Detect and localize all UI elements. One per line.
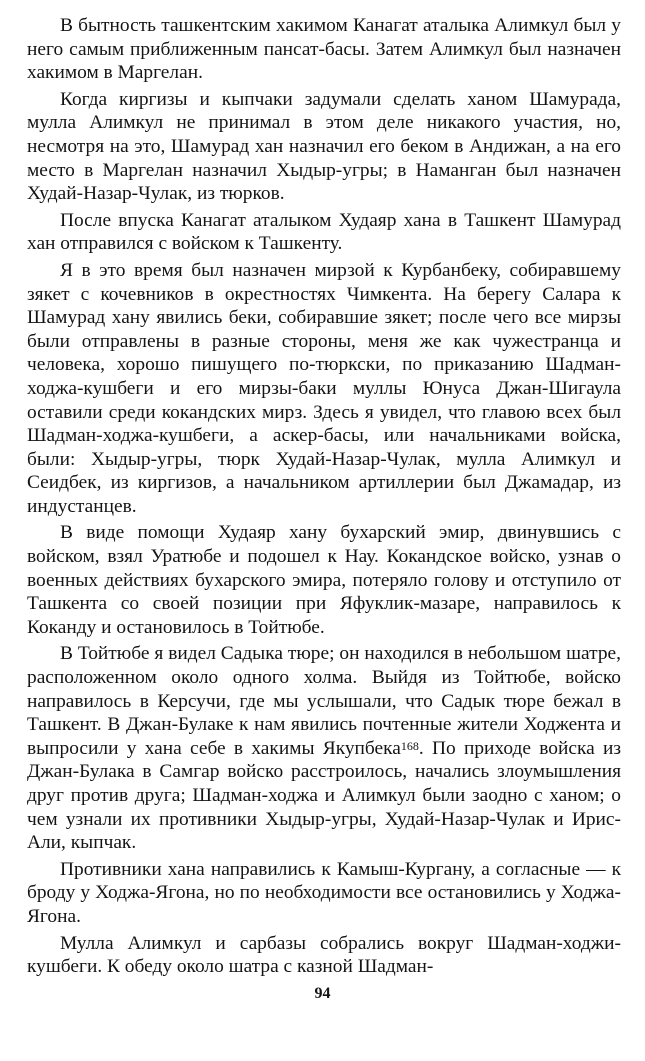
paragraph-6-text-after: . По приходе войска из Джан-Булака в Самгар войско расстроилось, начались злоумышления друг против друга; Шадман-ходжа и Алимкул были заодно с ханом; о чем узнали их противники Хыдыр-угры, Худай-Назар-Чулак и Ирис-Али, кыпчак. xyxy=(27,737,621,854)
paragraph-1: В бытность ташкентским хакимом Канагат аталыка Алимкул был у него самым приближенным пансат-басы. Затем Алимкул был назначен хакимом в Маргелан. xyxy=(27,15,621,84)
paragraph-3: После впуска Канагат аталыком Худаяр хана в Ташкент Шамурад хан отправился с войском к Ташкенту. xyxy=(27,209,621,255)
document-page xyxy=(27,14,621,982)
paragraph-6-text-before: В Тойтюбе я видел Садыка тюре; он находился в небольшом шатре, расположенном около одного холма. Выйдя из Тойтюбе, войско направилось в Керсучи, где мы услышали, что Садык тюре бежал в Ташкент. В Джан-Булаке к нам явились почтенные жители Ходжента и выпросили у хана себе в хакимы Якупбека xyxy=(27,643,621,759)
paragraph-7: Противники хана направились к Камыш-Кургану, а согласные — к броду у Ходжа-Ягона, но по необходимости все остановились у Ходжа-Ягона. xyxy=(27,858,621,927)
paragraph-2: Когда киргизы и кыпчаки задумали сделать ханом Шамурада, мулла Алимкул не принимал в этом деле никакого участия, но, несмотря на это, Шамурад хан назначил его беком в Андижан, а на его место в Маргелан назначил Хыдыр-угры; в Наманган был назначен Худай-Назар-Чулак, из тюрков. xyxy=(27,88,621,205)
footnote-reference[interactable]: 168 xyxy=(400,738,419,753)
paragraph-8: Мулла Алимкул и сарбазы собрались вокруг Шадман-ходжи-кушбеги. К обеду около шатра с казной Шадман- xyxy=(27,932,621,978)
paragraph-6 xyxy=(27,642,621,854)
page-number: 94 xyxy=(314,985,331,1002)
paragraph-5: В виде помощи Худаяр хану бухарский эмир, двинувшись с войском, взял Уратюбе и подошел к Нау. Кокандское войско, узнав о военных действиях бухарского эмира, потеряло голову и отступило от Ташкента со своей позиции при Яфуклик-мазаре, направилось к Коканду и остановилось в Тойтюбе. xyxy=(27,522,621,638)
paragraph-4: Я в это время был назначен мирзой к Курбанбеку, собиравшему зякет с кочевников в окрестностях Чимкента. На берегу Салара к Шамурад хану явились беки, собиравшие зякет; после чего все мирзы были отправлены в разные стороны, меня же как чужестранца и человека, хорошо пишущего по-тюркски, по приказанию Шадман-ходжа-кушбеги и его мирзы-баки муллы Юнуса Джан-Шигаула оставили среди кокандских мирз. Здесь я увидел, что главою всех был Шадман-ходжа-кушбеги, а аскер-басы, или начальниками войска, были: Хыдыр-угры, тюрк Худай-Назар-Чулак, мулла Алимкул и Сеидбек, из киргизов, а начальником артиллерии был Джамадар, из индустанцев. xyxy=(27,259,621,517)
